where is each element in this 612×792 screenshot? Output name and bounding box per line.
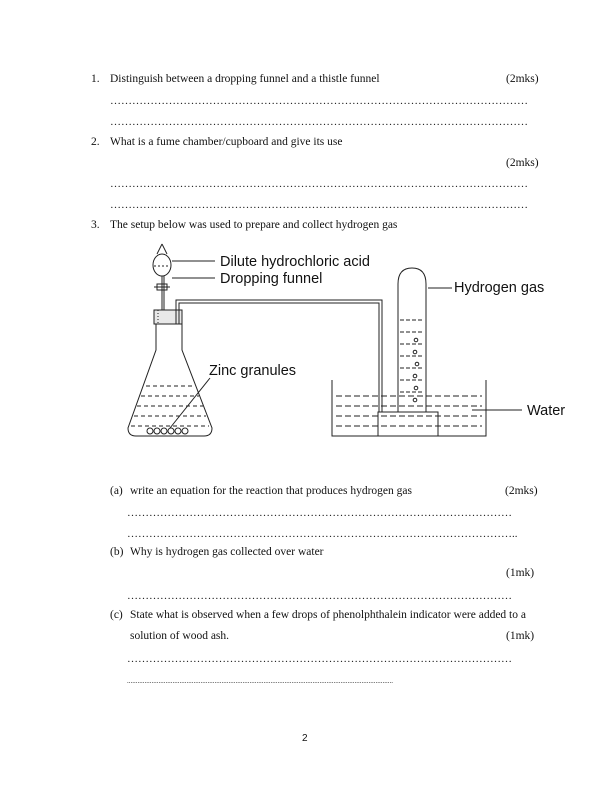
q2-number: 2.	[91, 136, 100, 148]
label-water: Water	[527, 403, 566, 419]
answer-line[interactable]: ……………………………………………………………………………………………	[127, 507, 512, 519]
q3a-marks: (2mks)	[505, 485, 538, 497]
q3c-text-line1: State what is observed when a few drops of phenolphthalein indicator were added to a	[130, 609, 526, 621]
answer-line[interactable]: ……………………………………………………………………………………………	[127, 590, 512, 602]
answer-line[interactable]: ……………………………………………………………………………………………………	[110, 116, 528, 128]
answer-line[interactable]: ……………………………………………………………………………………………………	[110, 199, 528, 211]
q1-number: 1.	[91, 73, 100, 85]
answer-line[interactable]: ……………………………………………………………………………………………………	[110, 178, 528, 190]
hydrogen-apparatus-diagram	[110, 240, 580, 455]
page-number: 2	[302, 733, 308, 744]
q3-text: The setup below was used to prepare and collect hydrogen gas	[110, 219, 398, 231]
answer-line[interactable]: ........................................................................................................................................................	[127, 677, 393, 685]
label-dropping-funnel: Dropping funnel	[220, 271, 323, 287]
q2-marks: (2mks)	[506, 157, 539, 169]
q3b-marks: (1mk)	[506, 567, 535, 579]
q3a-text: write an equation for the reaction that produces hydrogen gas	[130, 485, 412, 497]
label-dilute-acid: Dilute hydrochloric acid	[220, 254, 370, 270]
q3b-text: Why is hydrogen gas collected over water	[130, 546, 324, 558]
answer-line[interactable]: ……………………………………………………………………………………………………	[110, 95, 528, 107]
q1-text: Distinguish between a dropping funnel and a thistle funnel	[110, 73, 380, 85]
q3-number: 3.	[91, 219, 100, 231]
q3c-marks: (1mk)	[506, 630, 535, 642]
q3b-letter: (b)	[110, 546, 124, 558]
q3c-letter: (c)	[110, 609, 123, 621]
q2-text: What is a fume chamber/cupboard and give its use	[110, 136, 343, 148]
q3a-letter: (a)	[110, 485, 123, 497]
q1-marks: (2mks)	[506, 73, 539, 85]
q3c-text-line2: solution of wood ash.	[130, 630, 230, 642]
label-hydrogen-gas: Hydrogen gas	[454, 280, 545, 296]
answer-line[interactable]: ……………………………………………………………………………………………	[127, 653, 512, 665]
label-zinc-granules: Zinc granules	[209, 363, 297, 379]
answer-line[interactable]: ……………………………………………………………………………………………..	[127, 528, 518, 540]
